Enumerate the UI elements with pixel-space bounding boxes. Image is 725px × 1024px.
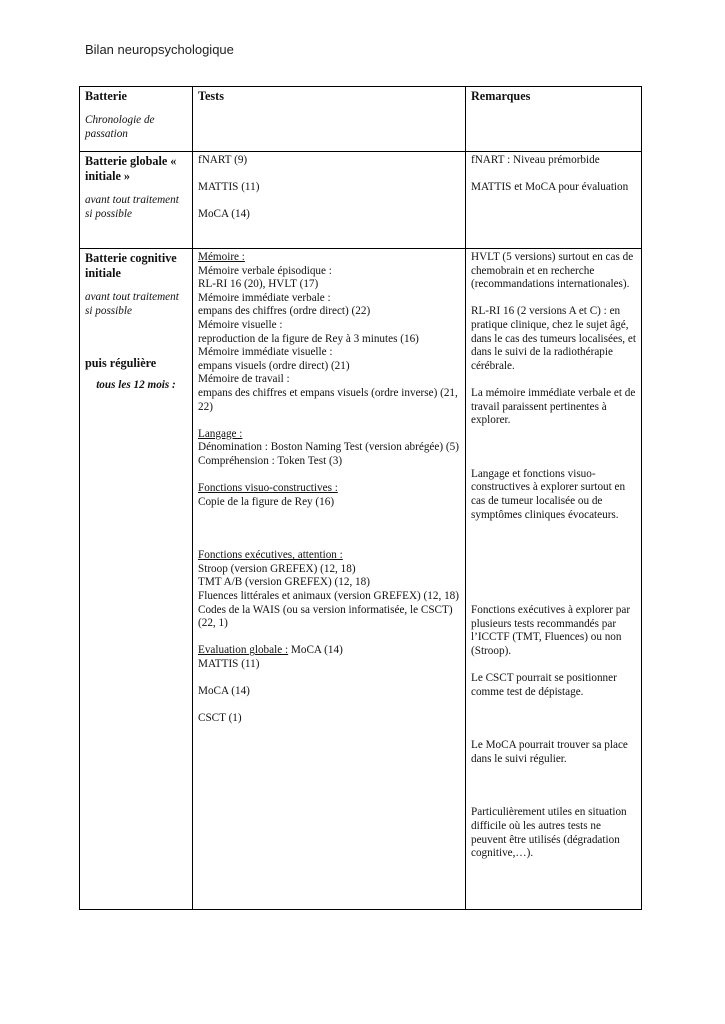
table-header-row — [80, 87, 642, 152]
row-cognitive-tests-cell — [193, 249, 466, 910]
row-cognitive-then: puis régulière — [85, 356, 157, 371]
col-batterie-header — [80, 87, 193, 152]
section-langage-heading: Langage : — [198, 427, 243, 440]
eval-inline-test: MoCA (14) — [288, 644, 343, 657]
test-line: Mémoire immédiate verbale : — [198, 291, 331, 304]
test-line: empans des chiffres et empans visuels (ordre inverse) (21, 22) — [198, 386, 458, 413]
col-batterie-sub: Chronologie de passation — [85, 114, 155, 140]
section-visuo-heading: Fonctions visuo-constructives : — [198, 482, 338, 495]
row-cognitive-sub: avant tout traitement si possible — [85, 291, 179, 317]
test-line: reproduction de la figure de Rey à 3 minutes (16) — [198, 332, 419, 345]
test-line: Dénomination : Boston Naming Test (version abrégée) (5) — [198, 441, 459, 454]
remark-item: Fonctions exécutives à explorer par plusieurs tests recommandés par l’ICCTF (TMT, Fluences) ou non (Stroop). — [471, 604, 631, 657]
remark-item: RL-RI 16 (2 versions A et C) : en pratique clinique, chez le sujet âgé, dans le cas des tumeurs localisées, et dans le suivi de la radiothérapie cérébrale. — [471, 305, 636, 372]
row-initial-sub: avant tout traitement si possible — [85, 194, 179, 220]
test-line: Copie de la figure de Rey (16) — [198, 495, 335, 508]
remark-item: Langage et fonctions visuo-constructives à explorer surtout en cas de tumeur localisée ou de symptômes cliniques évocateurs. — [471, 467, 626, 521]
col-remarques-label: Remarques — [471, 89, 531, 103]
test-line: Mémoire verbale épisodique : — [198, 264, 332, 277]
test-line: Mémoire de travail : — [198, 373, 290, 386]
col-batterie-label: Batterie — [85, 89, 127, 103]
test-item: MATTIS (11) — [198, 181, 260, 194]
test-line: CSCT (1) — [198, 712, 242, 725]
row-initial-tests-cell — [193, 152, 466, 249]
test-line: RL-RI 16 (20), HVLT (17) — [198, 278, 319, 291]
test-line: Mémoire immédiate visuelle : — [198, 346, 333, 359]
row-cognitive-label-cell — [80, 249, 193, 910]
remark-item: Particulièrement utiles en situation difficile où les autres tests ne peuvent être utilisés (dégradation cognitive,…). — [471, 806, 627, 860]
test-line: Fluences littérales et animaux (version GREFEX) (12, 18) — [198, 590, 459, 603]
test-line: empans visuels (ordre direct) (21) — [198, 359, 350, 372]
remark-item: fNART : Niveau prémorbide — [471, 154, 600, 166]
section-memoire-heading: Mémoire : — [198, 251, 245, 263]
remark-item: Le MoCA pourrait trouver sa place dans le suivi régulier. — [471, 739, 628, 765]
col-tests-header — [193, 87, 466, 152]
section-eval-heading: Evaluation globale : — [198, 644, 289, 657]
test-line: Mémoire visuelle : — [198, 318, 283, 331]
test-line: Compréhension : Token Test (3) — [198, 454, 343, 467]
test-line: empans des chiffres (ordre direct) (22) — [198, 305, 371, 318]
section-exec-heading: Fonctions exécutives, attention : — [198, 549, 343, 562]
remark-item: La mémoire immédiate verbale et de travail paraissent pertinentes à explorer. — [471, 386, 636, 427]
test-line: TMT A/B (version GREFEX) (12, 18) — [198, 576, 370, 589]
test-item: fNART (9) — [198, 154, 248, 166]
test-line: MoCA (14) — [198, 685, 250, 698]
col-tests-label: Tests — [198, 89, 224, 103]
row-initial-remarks-cell — [466, 152, 642, 249]
test-line: Codes de la WAIS (ou sa version informatisée, le CSCT) (22, 1) — [198, 603, 453, 630]
section-eval-line — [198, 644, 460, 658]
row-initial-label-cell — [80, 152, 193, 249]
page-header-title: Bilan neuropsychologique — [85, 42, 234, 57]
remark-item: MATTIS et MoCA pour évaluation — [471, 181, 629, 194]
row-cognitive-title: Batterie cognitive initiale — [85, 251, 177, 280]
battery-table — [79, 86, 642, 910]
remark-item: HVLT (5 versions) surtout en cas de chemobrain et en recherche (recommandations internationales). — [471, 251, 634, 291]
col-remarques-header — [466, 87, 642, 152]
row-batterie-initiale — [80, 152, 642, 249]
row-cognitive-remarks-cell — [466, 249, 642, 910]
row-cognitive-freq: tous les 12 mois : — [96, 379, 176, 392]
test-item: MoCA (14) — [198, 208, 250, 221]
test-line: Stroop (version GREFEX) (12, 18) — [198, 562, 356, 575]
row-batterie-cognitive — [80, 249, 642, 910]
test-line: MATTIS (11) — [198, 658, 260, 671]
row-initial-title: Batterie globale « initiale » — [85, 154, 177, 183]
remark-item: Le CSCT pourrait se positionner comme test de dépistage. — [471, 672, 617, 698]
